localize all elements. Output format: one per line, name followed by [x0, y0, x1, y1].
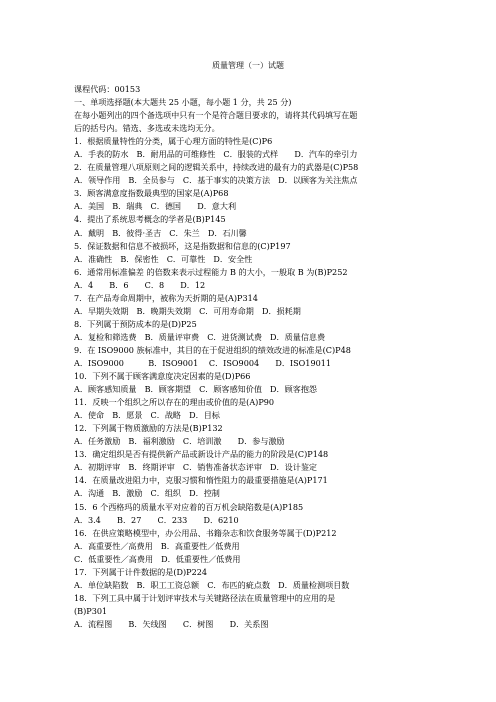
text-line: A．准确性 B．保密性 C．可靠性 D．安全性: [74, 253, 253, 264]
text-line: A．初期评审 B．终期评审 C．销售准备状态评审 D．设计鉴定: [74, 462, 318, 473]
text-line: 一、单项选择题(本大题共 25 小题，每小题 1 分，共 25 分): [74, 97, 292, 108]
text-line: 8．下列属于预防成本的是(D)P25: [74, 318, 197, 329]
text-line: A．复检和筛选费 B．质量评审费 C．进货测试费 D．质量信息费: [74, 331, 326, 342]
text-line: A．使命 B．愿景 C．战略 D．目标: [74, 410, 220, 421]
text-line: A．戴明 B．彼得·圣吉 C．朱兰 D．石川馨: [74, 227, 247, 238]
text-line: 10．下列不属于顾客满意度决定因素的是(D)P66: [74, 371, 251, 382]
text-line: 课程代码：00153: [74, 84, 141, 94]
text-line: 15．6 个西格玛的质量水平对应着的百万机会缺陷数是(A)P185: [74, 501, 304, 512]
text-line: A．4 B．6 C．8 D．12: [74, 279, 206, 290]
text-line: C．低重要性／高费用 D．低重要性／低费用: [74, 553, 241, 564]
text-line: A．ISO9000 B．ISO9001 C．ISO9004 D．ISO19011: [74, 357, 332, 368]
text-line: A．早期失效期 B．晚期失效期 C．可用寿命期 D．损耗期: [74, 305, 301, 316]
text-line: A．手表的防水 B．耐用品的可维修性 C．服装的式样 D．汽车的牵引力: [74, 149, 358, 160]
text-line: 11．反映一个组织之所以存在的理由或价值的是(A)P90: [74, 397, 275, 408]
text-line: 2．在质量管理八项原则之间的逻辑关系中，持续改进的最有力的武器是(C)P58: [74, 162, 359, 173]
text-line: 后的括号内。错选、多选或未选均无分。: [74, 123, 220, 134]
text-line: 12．下列属于物质激励的方法是(B)P132: [74, 423, 223, 434]
text-line: 在每小题列出的四个备选项中只有一个是符合题目要求的，请将其代码填写在题: [74, 110, 358, 121]
text-line: A．3.4 B．27 C．233 D．6210: [74, 514, 239, 525]
text-line: 6．通常用标准偏差 的倍数来表示过程能力 B 的大小，一般取 B 为(B)P252: [74, 266, 348, 277]
text-line: A．美国 B．瑞典 C．德国 D．意大利: [74, 201, 237, 212]
text-line: A．单位缺陷数 B．职工工资总额 C．布匹的疵点数 D．质量检测项目数: [74, 579, 350, 590]
text-line: (B)P301: [74, 605, 108, 616]
text-line: A．领导作用 B．全员参与 C．基于事实的决策方法 D．以顾客为关注焦点: [74, 175, 358, 186]
text-line: 16．在供应策略模型中，办公用品、书籍杂志和饮食服务等属于(D)P212: [74, 527, 337, 538]
text-line: A．沟通 B．激励 C．组织 D．控制: [74, 488, 220, 499]
text-line: 5．保证数据和信息不被损坏，这是指数据和信息的(C)P197: [74, 240, 291, 251]
text-line: 13．确定组织是否有提供新产品或新设计产品的能力的阶段是(C)P148: [74, 449, 329, 460]
text-line: 9．在 ISO9000 族标准中，其目的在于促进组织的绩效改进的标准是(C)P48: [74, 344, 351, 355]
exam-body: [74, 83, 474, 631]
text-line: A．高重要性／高费用 B．高重要性／低费用: [74, 540, 240, 551]
text-line: A．任务激励 B．福利激励 C．培训激 D．参与激励: [74, 436, 285, 447]
page-title: 质量管理（一）试题: [212, 61, 284, 70]
text-line: 1．根据质量特性的分类，属于心理方面的特性是(C)P6: [74, 136, 273, 147]
text-line: 14．在质量改进阻力中，克服习惯和惰性阻力的最重要措施是(A)P171: [74, 475, 328, 486]
text-line: A．顾客感知质量 B．顾客期望 C．顾客感知价值 D．顾客抱怨: [74, 384, 318, 395]
text-line: 17．下列属于计件数据的是(D)P224: [74, 566, 208, 577]
text-line: A．流程图 B．矢线图 C．树图 D．关系图: [74, 618, 269, 629]
text-line: 4．提出了系统思考概念的学者是(B)P145: [74, 214, 226, 225]
text-line: 3．顾客满意度指数最典型的国家是(A)P68: [74, 188, 229, 199]
text-line: 18．下列工具中属于计划评审技术与关键路径法在质量管理中的应用的是: [74, 592, 336, 603]
text-line: 7．在产品寿命周期中，被称为天折期的是(A)P314: [74, 292, 258, 303]
